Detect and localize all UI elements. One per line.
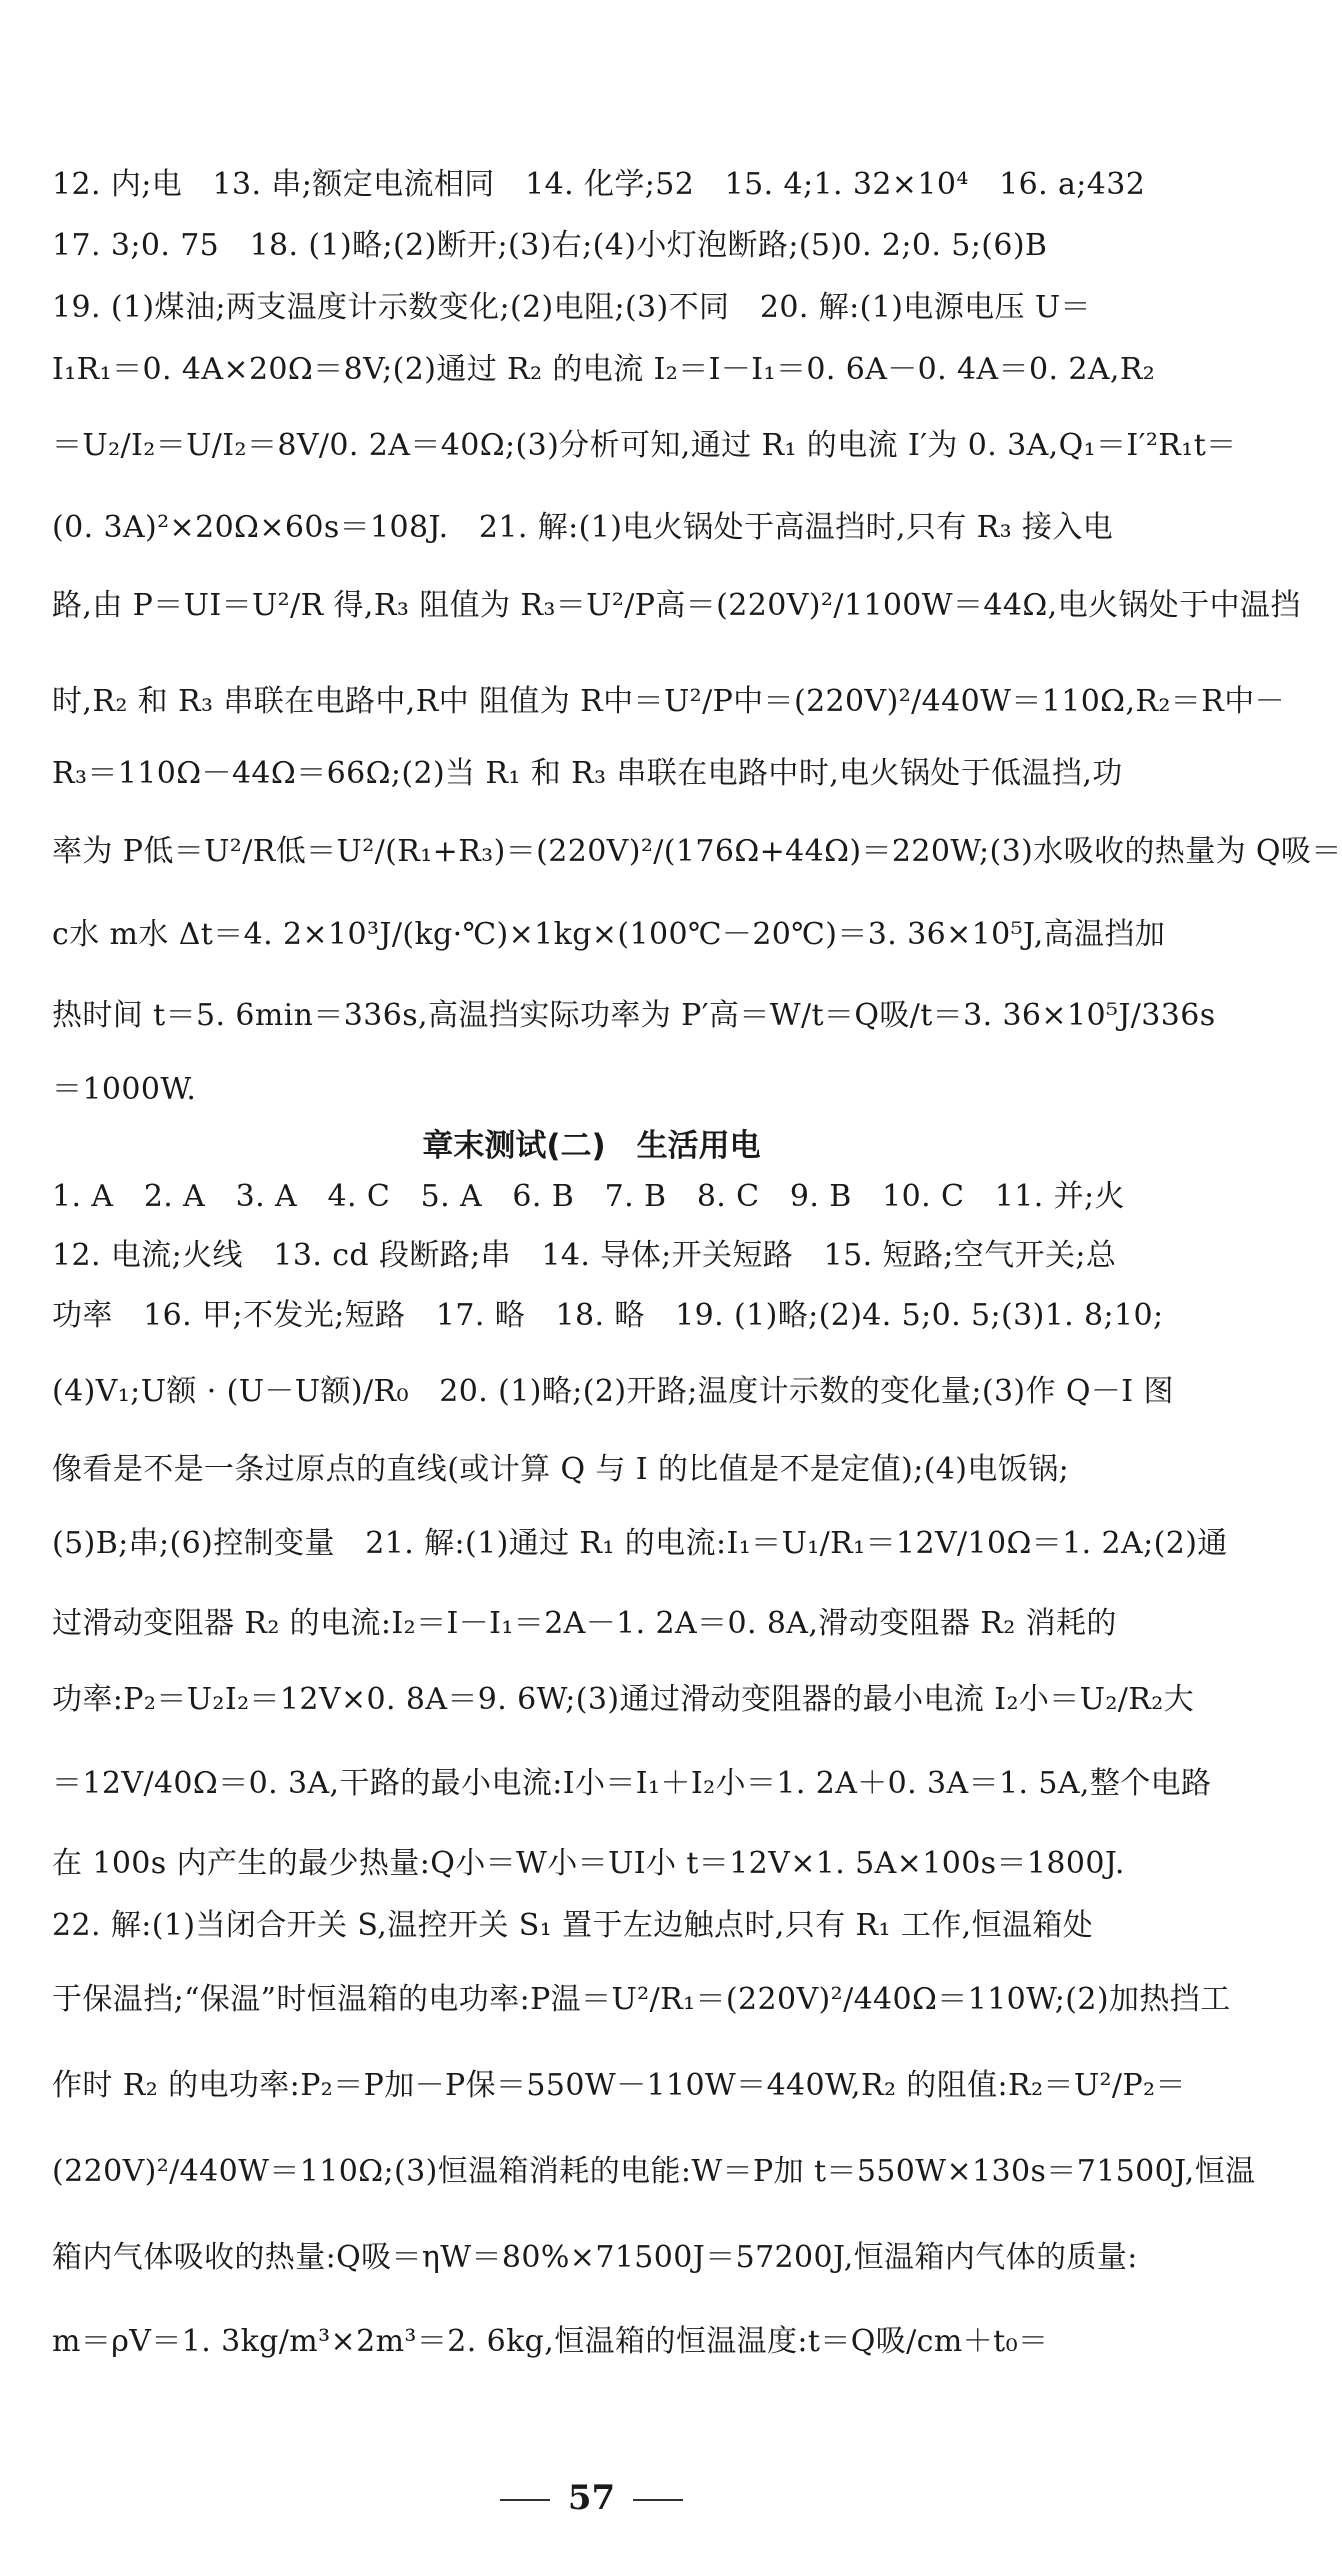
answer-line: 像看是不是一条过原点的直线(或计算 Q 与 I 的比值是不是定值);(4)电饭锅; <box>52 1452 1070 1487</box>
answer-line: 功率 16. 甲;不发光;短路 17. 略 18. 略 19. (1)略;(2)4. 5;0. 5;(3)1. 8;10; <box>52 1298 1164 1333</box>
page-footer <box>0 2478 1183 2518</box>
answer-line: 1. A 2. A 3. A 4. C 5. A 6. B 7. B 8. C 9. B 10. C 11. 并;火 <box>52 1179 1125 1214</box>
answer-line: 过滑动变阻器 R₂ 的电流:I₂＝I－I₁＝2A－1. 2A＝0. 8A,滑动变阻器 R₂ 消耗的 <box>52 1606 1117 1641</box>
section-title: 章末测试(二) 生活用电 <box>422 1128 761 1164</box>
answer-line: 17. 3;0. 75 18. (1)略;(2)断开;(3)右;(4)小灯泡断路;(5)0. 2;0. 5;(6)B <box>52 228 1048 263</box>
answer-line: R₃＝110Ω－44Ω＝66Ω;(2)当 R₁ 和 R₃ 串联在电路中时,电火锅处于低温挡,功 <box>52 756 1123 791</box>
page-number: 57 <box>567 2478 616 2518</box>
answer-line: 时,R₂ 和 R₃ 串联在电路中,R中 阻值为 R中＝U²/P中＝(220V)²/440W＝110Ω,R₂＝R中－ <box>52 684 1285 719</box>
footer-dash-right <box>633 2499 683 2501</box>
answer-line: (5)B;串;(6)控制变量 21. 解:(1)通过 R₁ 的电流:I₁＝U₁/R₁＝12V/10Ω＝1. 2A;(2)通 <box>52 1526 1228 1561</box>
answer-line: ＝12V/40Ω＝0. 3A,干路的最小电流:I小＝I₁＋I₂小＝1. 2A＋0. 3A＝1. 5A,整个电路 <box>52 1766 1212 1801</box>
answer-line: 在 100s 内产生的最少热量:Q小＝W小＝UI小 t＝12V×1. 5A×100s＝1800J. <box>52 1846 1125 1881</box>
answer-line: 率为 P低＝U²/R低＝U²/(R₁+R₃)＝(220V)²/(176Ω+44Ω)＝220W;(3)水吸收的热量为 Q吸＝ <box>52 834 1342 869</box>
answer-line: 19. (1)煤油;两支温度计示数变化;(2)电阻;(3)不同 20. 解:(1)电源电压 U＝ <box>52 290 1091 325</box>
answer-line: I₁R₁＝0. 4A×20Ω＝8V;(2)通过 R₂ 的电流 I₂＝I－I₁＝0. 6A－0. 4A＝0. 2A,R₂ <box>52 352 1156 387</box>
answer-line: 路,由 P＝UI＝U²/R 得,R₃ 阻值为 R₃＝U²/P高＝(220V)²/1100W＝44Ω,电火锅处于中温挡 <box>52 588 1301 623</box>
answer-line: 12. 内;电 13. 串;额定电流相同 14. 化学;52 15. 4;1. 32×10⁴ 16. a;432 <box>52 167 1146 202</box>
answer-line: 箱内气体吸收的热量:Q吸＝ηW＝80%×71500J＝57200J,恒温箱内气体的质量: <box>52 2240 1138 2275</box>
answer-line: m＝ρV＝1. 3kg/m³×2m³＝2. 6kg,恒温箱的恒温温度:t＝Q吸/cm＋t₀＝ <box>52 2324 1049 2359</box>
answer-line: 22. 解:(1)当闭合开关 S,温控开关 S₁ 置于左边触点时,只有 R₁ 工作,恒温箱处 <box>52 1908 1094 1943</box>
answer-line: 热时间 t＝5. 6min＝336s,高温挡实际功率为 P′高＝W/t＝Q吸/t＝3. 36×10⁵J/336s <box>52 998 1216 1033</box>
answer-line: 12. 电流;火线 13. cd 段断路;串 14. 导体;开关短路 15. 短路;空气开关;总 <box>52 1238 1117 1273</box>
answer-line: 功率:P₂＝U₂I₂＝12V×0. 8A＝9. 6W;(3)通过滑动变阻器的最小电流 I₂小＝U₂/R₂大 <box>52 1682 1195 1717</box>
answer-line: 作时 R₂ 的电功率:P₂＝P加－P保＝550W－110W＝440W,R₂ 的阻值:R₂＝U²/P₂＝ <box>52 2068 1186 2103</box>
answer-line: (220V)²/440W＝110Ω;(3)恒温箱消耗的电能:W＝P加 t＝550W×130s＝71500J,恒温 <box>52 2154 1256 2189</box>
answer-line: c水 m水 Δt＝4. 2×10³J/(kg·℃)×1kg×(100℃－20℃)＝3. 36×10⁵J,高温挡加 <box>52 917 1166 952</box>
answer-line: 于保温挡;“保温”时恒温箱的电功率:P温＝U²/R₁＝(220V)²/440Ω＝110W;(2)加热挡工 <box>52 1982 1231 2017</box>
answer-line: (4)V₁;U额 · (U－U额)/R₀ 20. (1)略;(2)开路;温度计示数的变化量;(3)作 Q－I 图 <box>52 1374 1174 1409</box>
answer-line: ＝1000W. <box>52 1072 197 1107</box>
answer-line: ＝U₂/I₂＝U/I₂＝8V/0. 2A＝40Ω;(3)分析可知,通过 R₁ 的电流 I′为 0. 3A,Q₁＝I′²R₁t＝ <box>52 428 1237 463</box>
answer-line: (0. 3A)²×20Ω×60s＝108J. 21. 解:(1)电火锅处于高温挡时,只有 R₃ 接入电 <box>52 510 1114 545</box>
footer-dash-left <box>500 2499 550 2501</box>
